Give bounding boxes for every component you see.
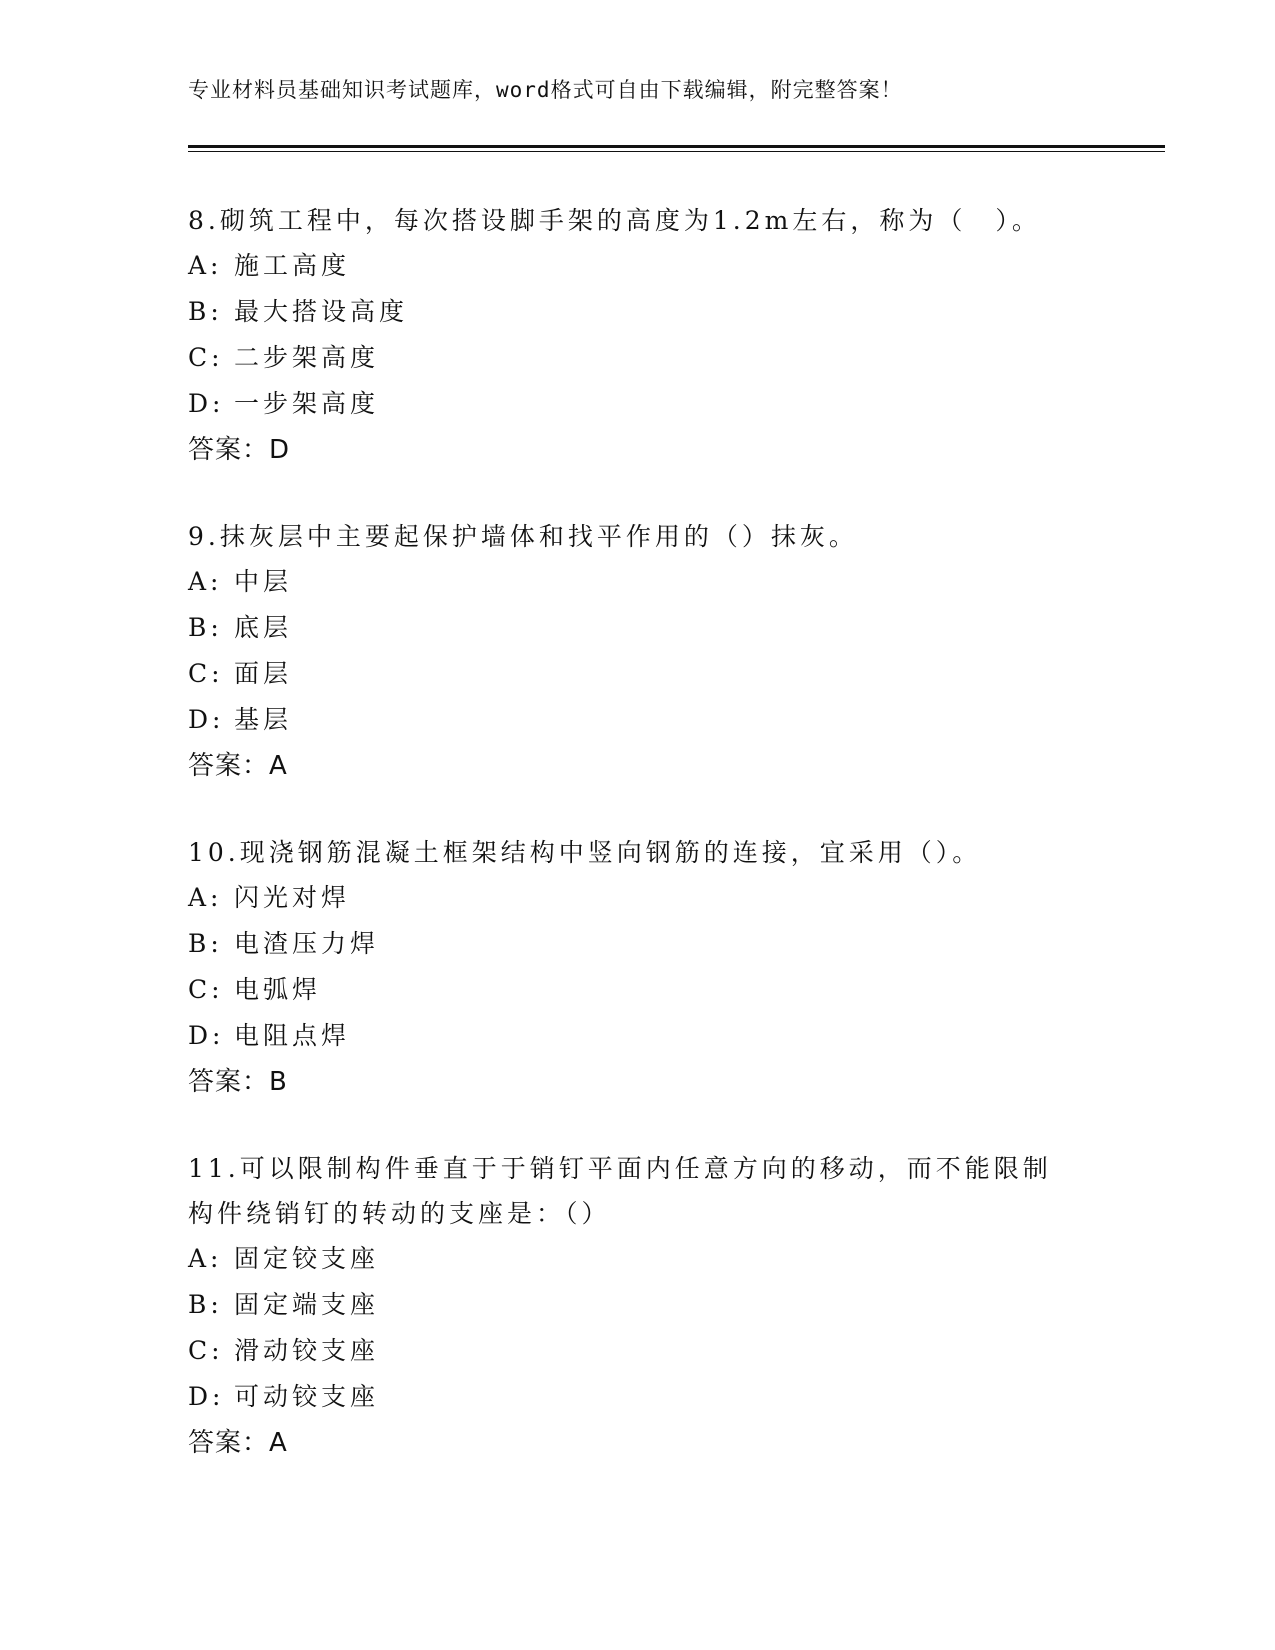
option-d xyxy=(188,1013,1088,1059)
document-header: 专业材料员基础知识考试题库，word格式可自由下载编辑，附完整答案！ xyxy=(188,78,903,102)
option-letter: B: xyxy=(188,929,223,958)
option-text: 可动铰支座 xyxy=(234,1382,380,1411)
option-c xyxy=(188,967,1088,1013)
option-letter: C: xyxy=(188,1336,224,1365)
option-letter: C: xyxy=(188,975,224,1004)
header-rule-thick xyxy=(188,145,1165,148)
option-b xyxy=(188,605,1088,651)
option-text: 基层 xyxy=(234,705,293,734)
option-text: 闪光对焊 xyxy=(234,883,351,912)
option-letter: A: xyxy=(188,1244,223,1273)
option-text: 底层 xyxy=(234,613,293,642)
option-letter: A: xyxy=(188,251,223,280)
option-letter: D: xyxy=(188,389,225,418)
answer-line: 答案：B xyxy=(188,1067,288,1097)
option-letter: B: xyxy=(188,1290,223,1319)
option-text: 固定铰支座 xyxy=(234,1244,380,1273)
option-letter: A: xyxy=(188,883,223,912)
option-text: 面层 xyxy=(234,659,293,688)
option-text: 电弧焊 xyxy=(234,975,322,1004)
option-letter: C: xyxy=(188,343,224,372)
option-text: 电阻点焊 xyxy=(234,1021,351,1050)
option-b xyxy=(188,921,1088,967)
option-letter: B: xyxy=(188,297,223,326)
option-c xyxy=(188,1328,1068,1374)
option-d xyxy=(188,381,1088,427)
question-text: 11.可以限制构件垂直于于销钉平面内任意方向的移动，而不能限制构件绕销钉的转动的支座是：（） xyxy=(188,1154,1052,1228)
option-b xyxy=(188,289,1088,335)
option-text: 施工高度 xyxy=(234,251,351,280)
option-a xyxy=(188,559,1088,605)
question-text: 9.抹灰层中主要起保护墙体和找平作用的（）抹灰。 xyxy=(188,522,858,551)
answer-line: 答案：D xyxy=(188,435,291,465)
option-c xyxy=(188,651,1088,697)
option-text: 滑动铰支座 xyxy=(234,1336,380,1365)
option-letter: D: xyxy=(188,1021,225,1050)
question-text: 8.砌筑工程中，每次搭设脚手架的高度为1.2m左右，称为（ ）。 xyxy=(188,206,1041,235)
option-text: 最大搭设高度 xyxy=(234,297,409,326)
option-letter: D: xyxy=(188,705,225,734)
option-a xyxy=(188,243,1088,289)
question-10 xyxy=(188,830,1088,1105)
option-text: 二步架高度 xyxy=(234,343,380,372)
option-letter: D: xyxy=(188,1382,225,1411)
answer-line: 答案：A xyxy=(188,751,288,781)
option-d xyxy=(188,1374,1068,1420)
option-letter: C: xyxy=(188,659,224,688)
option-text: 固定端支座 xyxy=(234,1290,380,1319)
option-d xyxy=(188,697,1088,743)
option-letter: A: xyxy=(188,567,223,596)
header-rule-thin xyxy=(188,151,1165,152)
answer-line: 答案：A xyxy=(188,1428,288,1458)
question-text: 10.现浇钢筋混凝土框架结构中竖向钢筋的连接，宜采用（）。 xyxy=(188,838,982,867)
option-text: 中层 xyxy=(234,567,293,596)
option-letter: B: xyxy=(188,613,223,642)
option-text: 一步架高度 xyxy=(234,389,380,418)
option-c xyxy=(188,335,1088,381)
question-8 xyxy=(188,198,1088,473)
option-a xyxy=(188,875,1088,921)
question-9 xyxy=(188,514,1088,789)
option-text: 电渣压力焊 xyxy=(234,929,380,958)
option-a xyxy=(188,1236,1068,1282)
question-11 xyxy=(188,1146,1068,1466)
option-b xyxy=(188,1282,1068,1328)
